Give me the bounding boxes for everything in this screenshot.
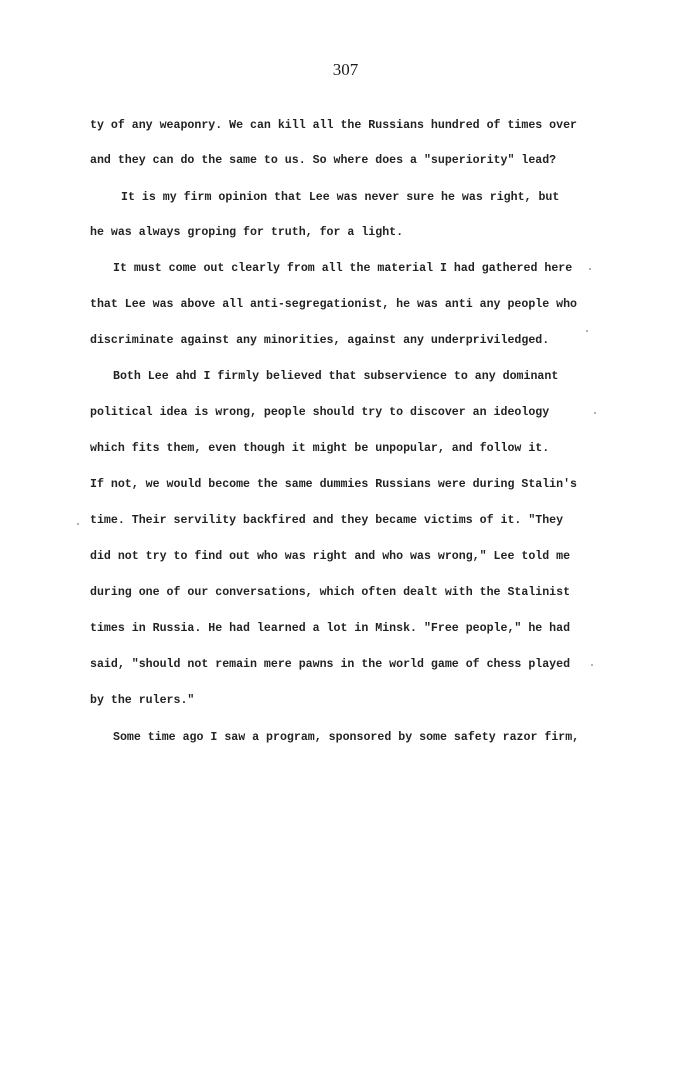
text-line: ty of any weaponry. We can kill all the Russians hundred of times over: [90, 119, 578, 132]
text-line: discriminate against any minorities, against any underpriviledged.: [90, 334, 550, 347]
scan-speck: [591, 664, 593, 666]
text-line: said, "should not remain mere pawns in the world game of chess played: [90, 658, 571, 671]
text-line: and they can do the same to us. So where does a "superiority" lead?: [90, 154, 557, 167]
text-line: time. Their servility backfired and they became victims of it. "They: [90, 514, 564, 527]
text-line: which fits them, even though it might be unpopular, and follow it.: [90, 442, 550, 455]
text-line: during one of our conversations, which often dealt with the Stalinist: [90, 586, 571, 599]
text-line: political idea is wrong, people should try to discover an ideology: [90, 406, 550, 419]
text-line: did not try to find out who was right and who was wrong," Lee told me: [90, 550, 571, 563]
text-line: Both Lee ahd I firmly believed that subservience to any dominant: [113, 370, 559, 383]
text-line: that Lee was above all anti-segregationist, he was anti any people who: [90, 298, 578, 311]
scan-speck: [589, 268, 591, 270]
scan-speck: [594, 412, 596, 414]
text-line: Some time ago I saw a program, sponsored by some safety razor firm,: [113, 731, 580, 744]
text-line: It must come out clearly from all the material I had gathered here: [113, 262, 573, 275]
page-number: 307: [332, 60, 359, 79]
text-line: he was always groping for truth, for a light.: [90, 226, 404, 239]
scan-speck: [77, 523, 79, 525]
text-line: If not, we would become the same dummies Russians were during Stalin's: [90, 478, 578, 491]
text-line: by the rulers.": [90, 694, 195, 707]
text-line: times in Russia. He had learned a lot in Minsk. "Free people," he had: [90, 622, 571, 635]
text-line: It is my firm opinion that Lee was never sure he was right, but: [121, 191, 560, 204]
scan-speck: [586, 330, 588, 332]
